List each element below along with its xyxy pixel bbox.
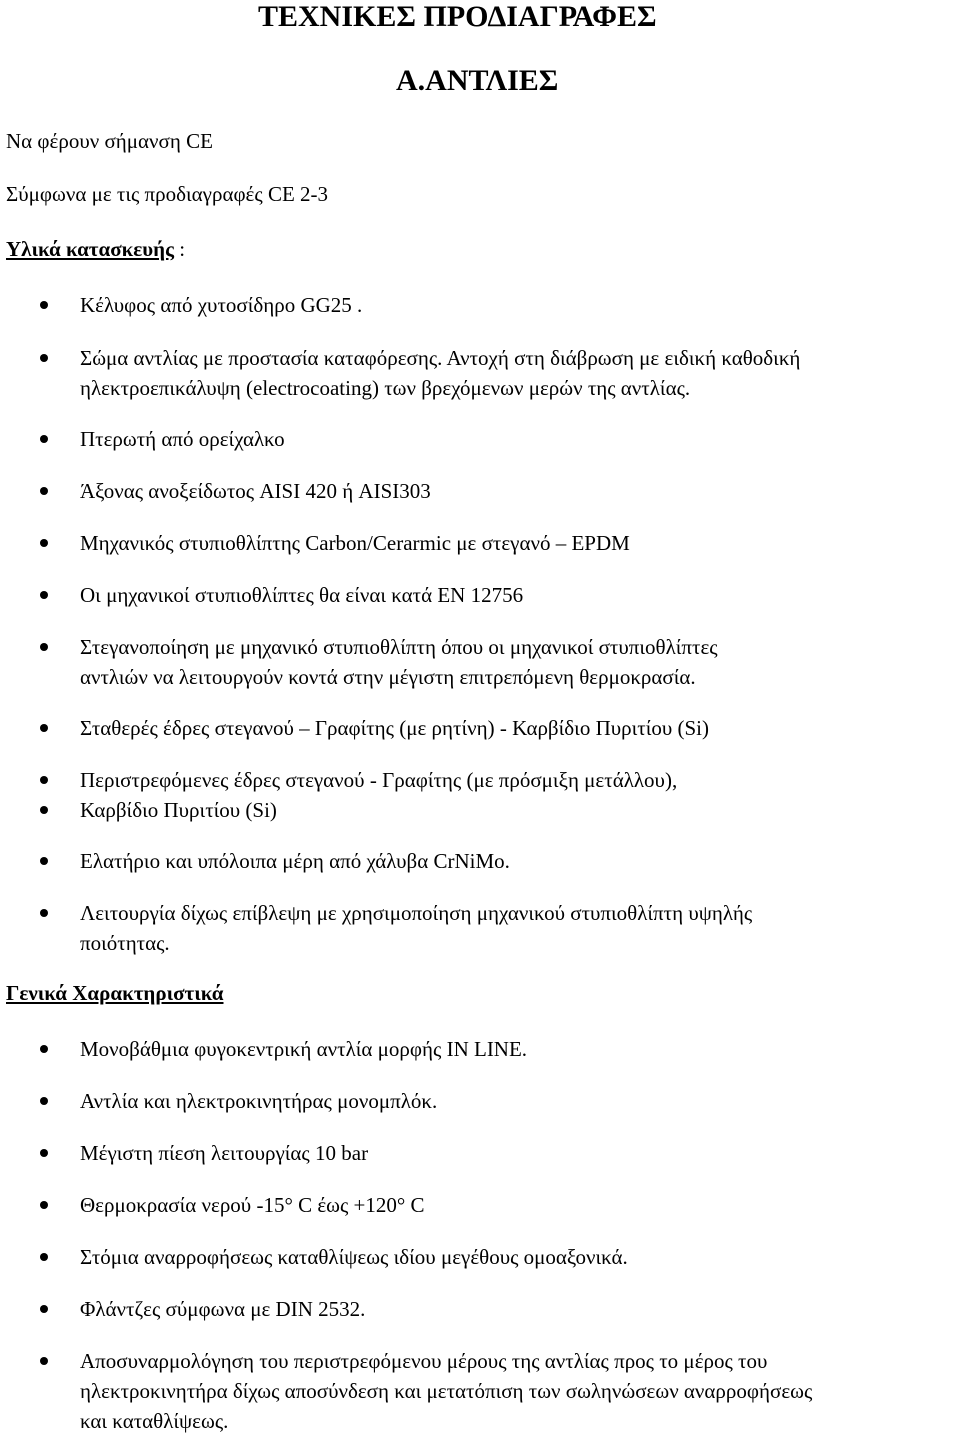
- general-item-line: Αποσυναρμολόγηση του περιστρεφόμενου μέρους της αντλίας προς το μέρος του: [80, 1349, 768, 1373]
- bullet-icon: [40, 1097, 48, 1105]
- bullet-icon: [40, 776, 48, 784]
- general-item-line: Μονοβάθμια φυγοκεντρική αντλία μορφής IN LINE.: [80, 1037, 528, 1061]
- bullet-icon: [40, 1045, 48, 1053]
- bullet-icon: [40, 591, 48, 599]
- general-item-line: Μέγιστη πίεση λειτουργίας 10 bar: [80, 1141, 369, 1165]
- materials-item-line: Λειτουργία δίχως επίβλεψη με χρησιμοποίηση μηχανικού στυπιοθλίπτη υψηλής: [80, 901, 753, 925]
- bullet-icon: [40, 487, 48, 495]
- materials-item-line: Περιστρεφόμενες έδρες στεγανού - Γραφίτης (με πρόσμιξη μετάλλου),: [80, 768, 678, 792]
- materials-heading: Υλικά κατασκευής: [6, 237, 174, 261]
- materials-item-line: Πτερωτή από ορείχαλκο: [80, 427, 285, 451]
- bullet-icon: [40, 724, 48, 732]
- materials-item-line: Άξονας ανοξείδωτος AISI 420 ή AISI303: [80, 479, 431, 503]
- materials-item-line: αντλιών να λειτουργούν κοντά στην μέγιστη επιτρεπόμενη θερμοκρασία.: [80, 665, 696, 689]
- general-item-line: Θερμοκρασία νερού -15° C έως +120° C: [80, 1193, 425, 1217]
- document-title: ΤΕΧΝΙΚΕΣ ΠΡΟΔΙΑΓΡΑΦΕΣ: [258, 0, 657, 33]
- bullet-icon: [40, 435, 48, 443]
- document-subtitle: Α.ΑΝΤΛΙΕΣ: [396, 64, 559, 97]
- bullet-icon: [40, 1253, 48, 1261]
- ce-marking-text: Να φέρουν σήμανση CE: [6, 129, 213, 153]
- materials-item-line: Οι μηχανικοί στυπιοθλίπτες θα είναι κατά EN 12756: [80, 583, 524, 607]
- general-item-line: και καταθλίψεως.: [80, 1409, 229, 1433]
- bullet-icon: [40, 1149, 48, 1157]
- materials-item-line: Σώμα αντλίας με προστασία καταφόρεσης. Αντοχή στη διάβρωση με ειδική καθοδική: [80, 346, 801, 370]
- bullet-icon: [40, 1357, 48, 1365]
- materials-item-line: Κέλυφος από χυτοσίδηρο GG25 .: [80, 293, 363, 317]
- general-item-line: ηλεκτροκινητήρα δίχως αποσύνδεση και μετατόπιση των σωληνώσεων αναρροφήσεως: [80, 1379, 813, 1403]
- materials-heading-colon: :: [173, 237, 186, 261]
- general-item-line: Στόμια αναρροφήσεως καταθλίψεως ιδίου μεγέθους ομοαξονικά.: [80, 1245, 628, 1269]
- bullet-icon: [40, 354, 48, 362]
- general-item-line: Αντλία και ηλεκτροκινητήρας μονομπλόκ.: [80, 1089, 438, 1113]
- bullet-icon: [40, 301, 48, 309]
- bullet-icon: [40, 806, 48, 814]
- general-item-line: Φλάντζες σύμφωνα με DIN 2532.: [80, 1297, 366, 1321]
- bullet-icon: [40, 539, 48, 547]
- materials-item-line: Στεγανοποίηση με μηχανικό στυπιοθλίπτη όπου οι μηχανικοί στυπιοθλίπτες: [80, 635, 718, 659]
- materials-item-line: Καρβίδιο Πυριτίου (Si): [80, 798, 277, 822]
- bullet-icon: [40, 909, 48, 917]
- materials-item-line: Μηχανικός στυπιοθλίπτης Carbon/Cerarmic με στεγανό – EPDM: [80, 531, 630, 555]
- materials-item-line: ποιότητας.: [80, 931, 170, 955]
- bullet-icon: [40, 857, 48, 865]
- bullet-icon: [40, 643, 48, 651]
- general-heading: Γενικά Χαρακτηριστικά: [6, 981, 224, 1005]
- materials-item-line: Ελατήριο και υπόλοιπα μέρη από χάλυβα CrNiMo.: [80, 849, 510, 873]
- materials-item-line: Σταθερές έδρες στεγανού – Γραφίτης (με ρητίνη) - Καρβίδιο Πυριτίου (Si): [80, 716, 709, 740]
- bullet-icon: [40, 1201, 48, 1209]
- ce-spec-text: Σύμφωνα με τις προδιαγραφές CE 2-3: [6, 182, 329, 206]
- materials-heading-row: [6, 236, 185, 262]
- materials-item-line: ηλεκτροεπικάλυψη (electrocoating) των βρεχόμενων μερών της αντλίας.: [80, 376, 691, 400]
- bullet-icon: [40, 1305, 48, 1313]
